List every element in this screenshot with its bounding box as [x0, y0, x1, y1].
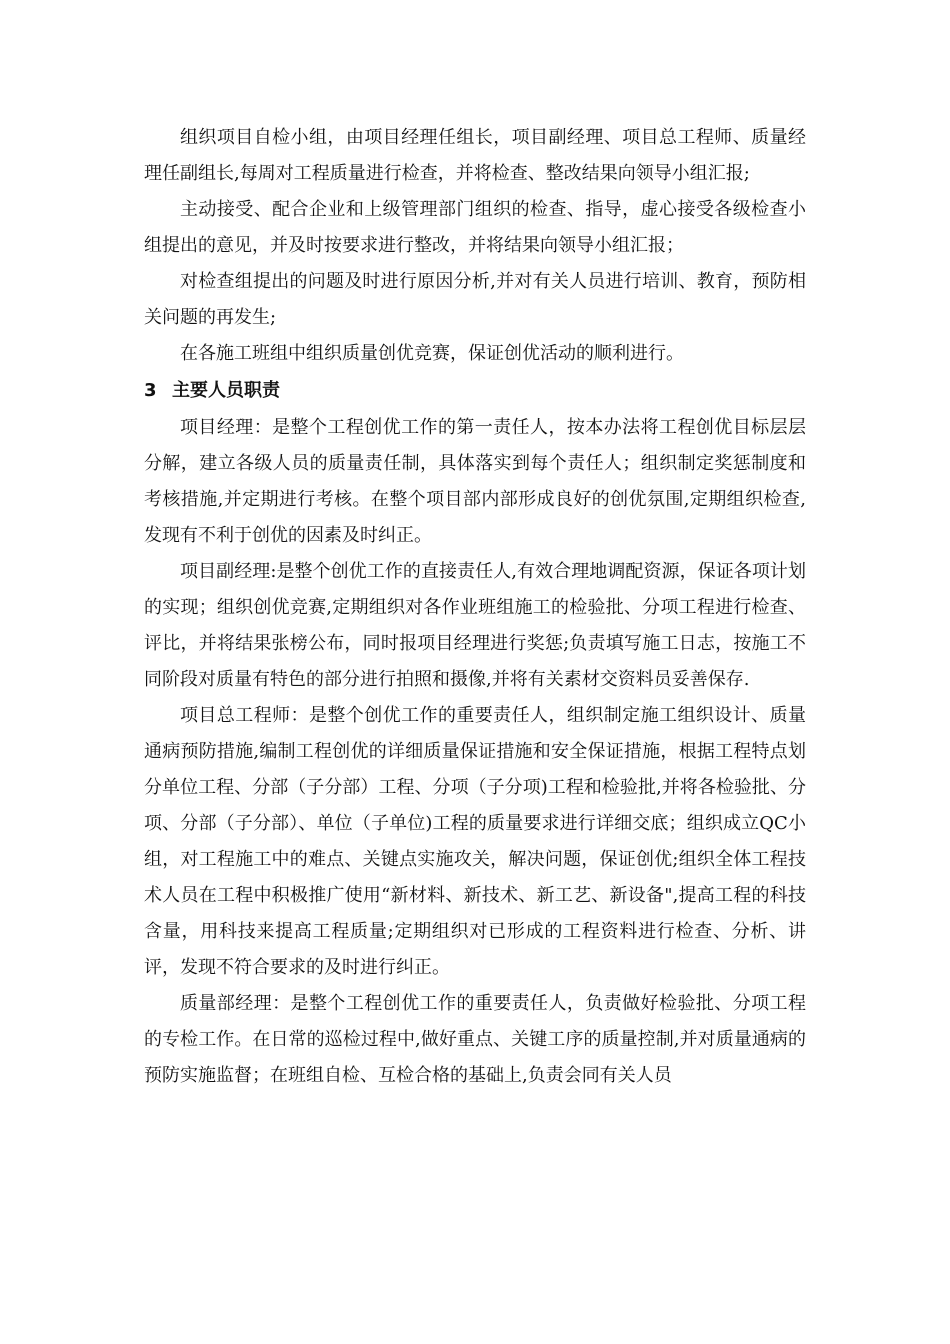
section-heading	[144, 372, 806, 410]
paragraph-deputy-manager: 项目副经理:是整个创优工作的直接责任人,有效合理地调配资源，保证各项计划的实现；组织创优竞赛,定期组织对各作业班组施工的检验批、分项工程进行检查、评比，并将结果张榜公布，同时报项目经理进行奖惩;负责填写施工日志，按施工不同阶段对质量有特色的部分进行拍照和摄像,并将有关素材交资料员妥善保存.	[144, 561, 806, 690]
paragraph-accept-inspection: 主动接受、配合企业和上级管理部门组织的检查、指导，虚心接受各级检查小组提出的意见，并及时按要求进行整改，并将结果向领导小组汇报；	[144, 199, 806, 256]
document-body	[144, 120, 806, 1094]
paragraph-cause-analysis: 对检查组提出的问题及时进行原因分析,并对有关人员进行培训、教育，预防相关问题的再发生;	[144, 271, 806, 328]
paragraph-chief-engineer: 项目总工程师：是整个创优工作的重要责任人，组织制定施工组织设计、质量通病预防措施,编制工程创优的详细质量保证措施和安全保证措施，根据工程特点划分单位工程、分部（子分部）工程、分项（子分项)工程和检验批,并将各检验批、分项、分部（子分部）、单位（子单位)工程的质量要求进行详细交底；组织成立QC小组，对工程施工中的难点、关键点实施攻关，解决问题，保证创优;组织全体工程技术人员在工程中积极推广使用“新材料、新技术、新工艺、新设备",提高工程的科技含量，用科技来提高工程质量;定期组织对已形成的工程资料进行检查、分析、讲评，发现不符合要求的及时进行纠正。	[144, 705, 806, 978]
section-number: 3	[144, 380, 157, 401]
section-title: 主要人员职责	[172, 380, 280, 401]
paragraph-self-inspection-group: 组织项目自检小组，由项目经理任组长，项目副经理、项目总工程师、质量经理任副组长,每周对工程质量进行检查，并将检查、整改结果向领导小组汇报;	[144, 127, 806, 184]
paragraph-quality-manager: 质量部经理：是整个工程创优工作的重要责任人，负责做好检验批、分项工程的专检工作。在日常的巡检过程中,做好重点、关键工序的质量控制,并对质量通病的预防实施监督；在班组自检、互检合格的基础上,负责会同有关人员	[144, 993, 806, 1086]
paragraph-quality-competition: 在各施工班组中组织质量创优竞赛，保证创优活动的顺利进行。	[180, 343, 684, 364]
paragraph-project-manager: 项目经理：是整个工程创优工作的第一责任人，按本办法将工程创优目标层层分解，建立各级人员的质量责任制，具体落实到每个责任人；组织制定奖惩制度和考核措施,并定期进行考核。在整个项目部内部形成良好的创优氛围,定期组织检查,发现有不利于创优的因素及时纠正。	[144, 417, 806, 546]
